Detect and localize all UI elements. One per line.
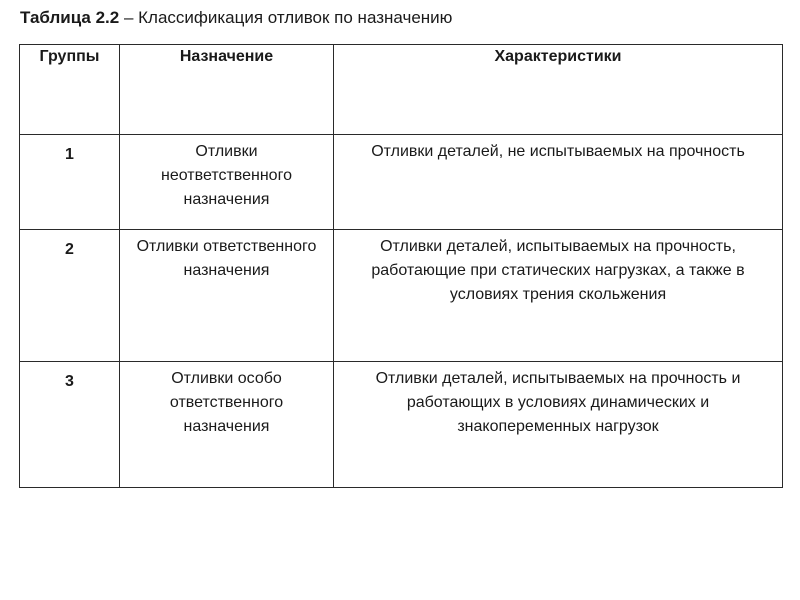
header-groups: Группы — [20, 45, 120, 135]
group-cell: 1 — [20, 135, 120, 230]
table-row — [20, 230, 783, 362]
characteristics-cell: Отливки деталей, испытываемых на прочность и работающих в условиях динамических и знакопеременных нагрузок — [334, 362, 783, 488]
table-row — [20, 135, 783, 230]
purpose-cell: Отливки неответственного назначения — [120, 135, 334, 230]
header-characteristics: Характеристики — [334, 45, 783, 135]
characteristics-cell: Отливки деталей, испытываемых на прочность, работающие при статических нагрузках, а также в условиях трения скольжения — [334, 230, 783, 362]
characteristics-cell: Отливки деталей, не испытываемых на прочность — [334, 135, 783, 230]
group-cell: 2 — [20, 230, 120, 362]
table-row — [20, 362, 783, 488]
table-header-row — [20, 45, 783, 135]
table-number: Таблица 2.2 — [20, 8, 120, 27]
purpose-cell: Отливки особо ответственного назначения — [120, 362, 334, 488]
table-caption-text: – Классификация отливок по назначению — [119, 8, 453, 27]
header-purpose: Назначение — [120, 45, 334, 135]
group-cell: 3 — [20, 362, 120, 488]
table-caption — [20, 8, 452, 28]
purpose-cell: Отливки ответственного назначения — [120, 230, 334, 362]
casting-classification-table — [19, 44, 783, 488]
